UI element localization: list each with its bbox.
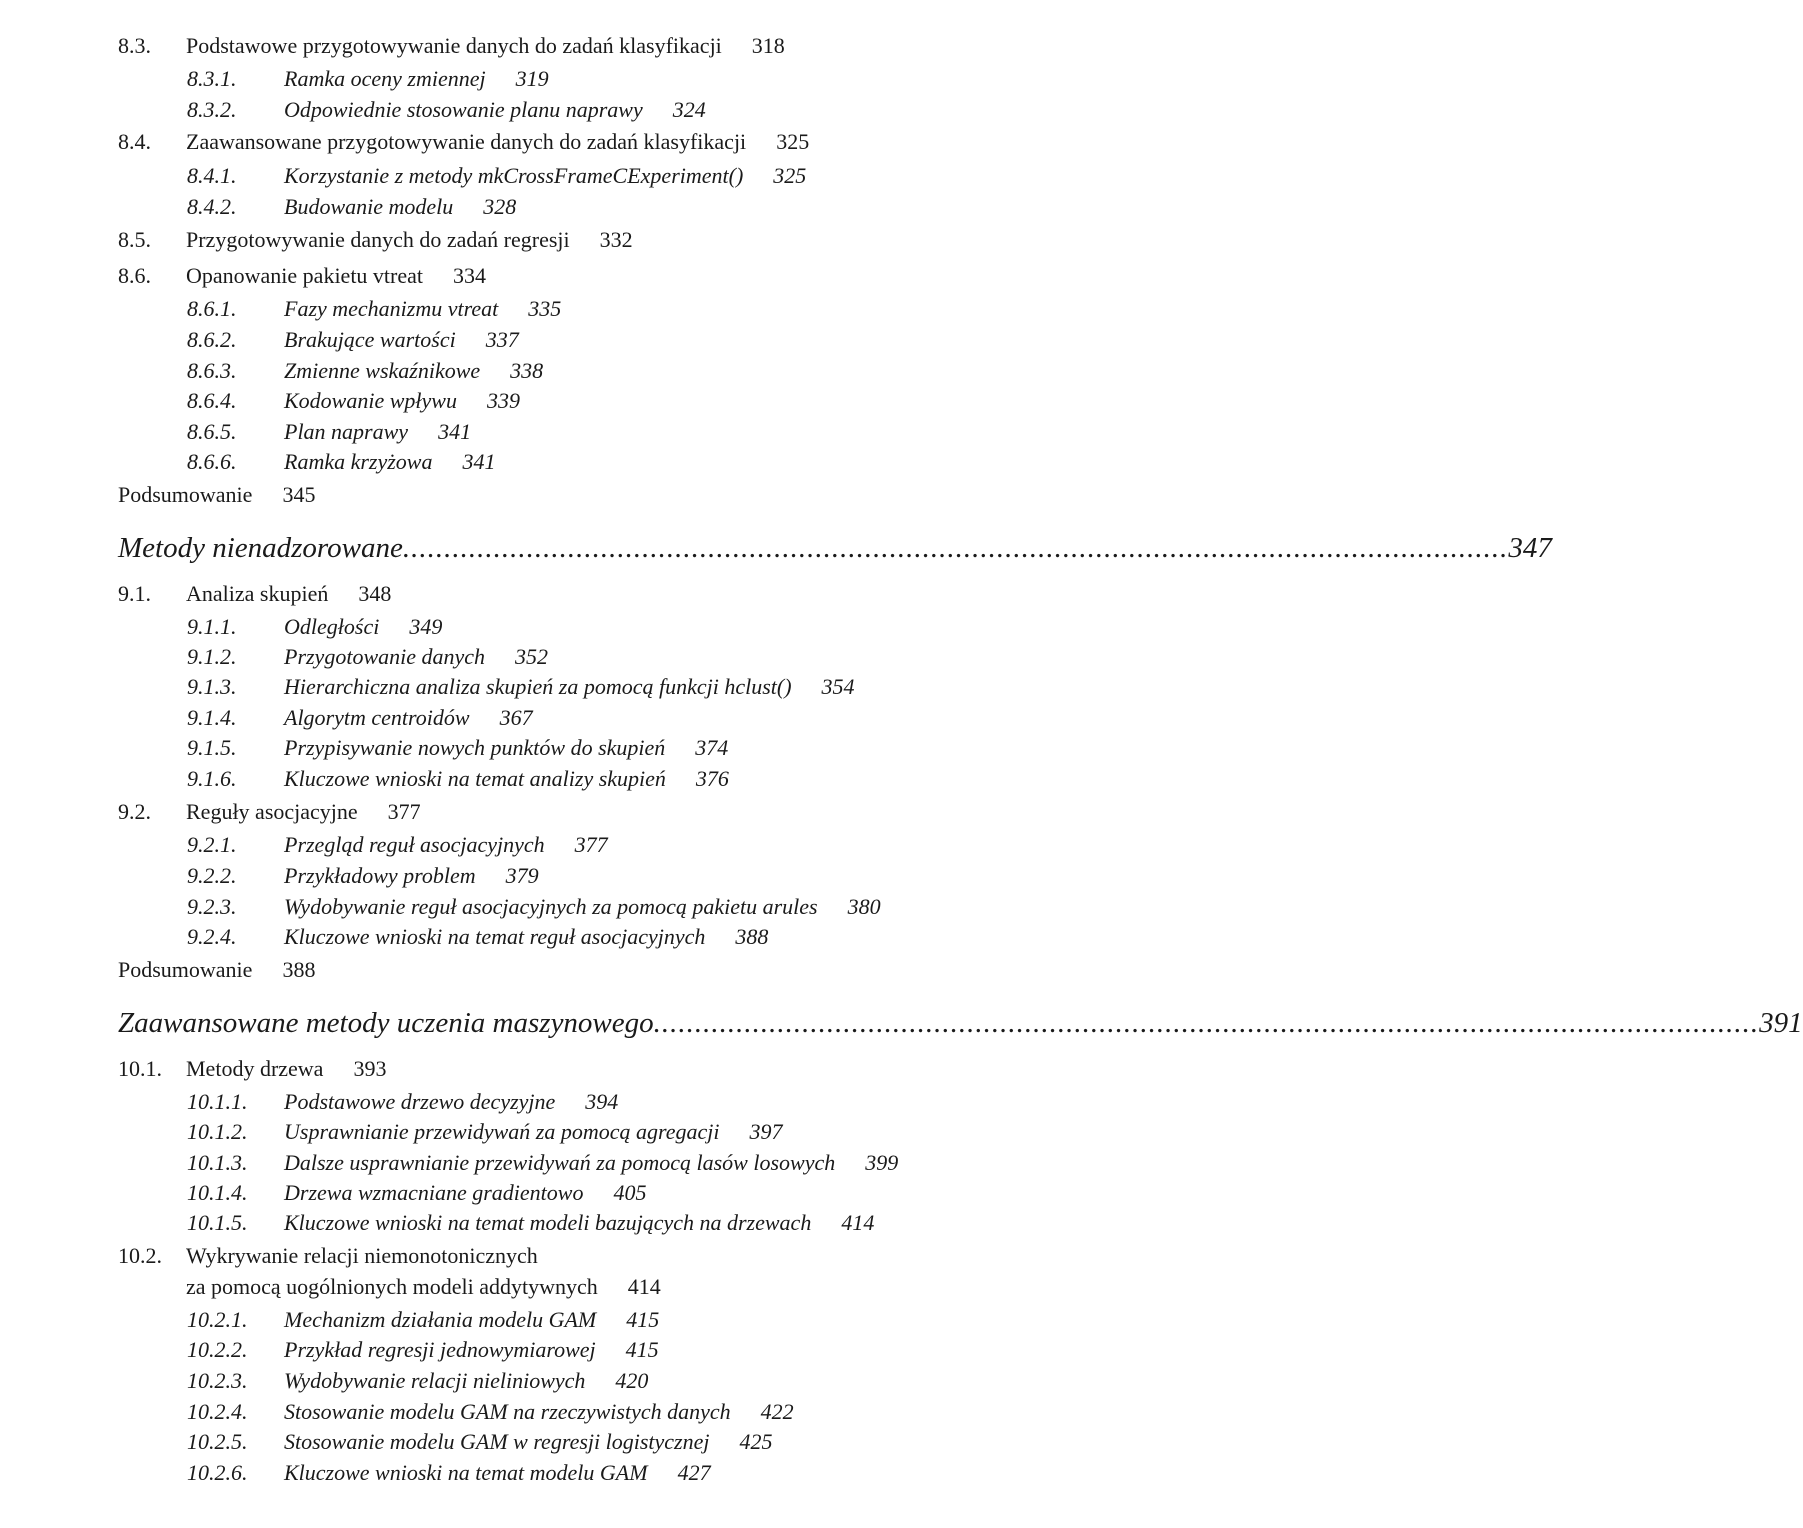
entry-number: 8.4. xyxy=(118,129,151,154)
entry-page-number: 379 xyxy=(505,863,539,888)
entry-number: 9.1.4. xyxy=(187,705,237,730)
entry-title-text: Kluczowe wnioski na temat modelu GAM xyxy=(284,1460,648,1485)
entry-number: 10.2.6. xyxy=(187,1460,248,1485)
entry-page-number: 399 xyxy=(865,1150,899,1175)
entry-title-text: Przypisywanie nowych punktów do skupień xyxy=(284,735,666,760)
entry-title xyxy=(186,1242,538,1270)
entry-number: 8.6.6. xyxy=(187,449,237,474)
entry-number: 9.1.3. xyxy=(187,674,237,699)
entry-title xyxy=(284,65,549,93)
entry-title-text: Odległości xyxy=(284,614,380,639)
entry-number: 8.6.3. xyxy=(187,358,237,383)
entry-title-text: Fazy mechanizmu vtreat xyxy=(284,296,499,321)
entry-title xyxy=(284,613,442,641)
entry-number: 8.4.2. xyxy=(187,194,237,219)
entry-page-number: 348 xyxy=(358,581,392,606)
entry-title-text: za pomocą uogólnionych modeli addytywnych xyxy=(186,1274,598,1299)
entry-number: 8.5. xyxy=(118,227,151,252)
entry-number: 8.6.2. xyxy=(187,327,237,352)
entry-title-text: Podsumowanie xyxy=(118,957,253,982)
entry-title-text: Plan naprawy xyxy=(284,419,409,444)
entry-number: 10.2. xyxy=(118,1243,162,1268)
entry-page-number: 334 xyxy=(453,263,487,288)
entry-title xyxy=(284,1428,773,1456)
entry-title-text: Algorytm centroidów xyxy=(284,705,470,730)
entry-number: 9.2.2. xyxy=(187,863,237,888)
entry-title xyxy=(118,1005,1803,1041)
entry-number: 10.2.1. xyxy=(187,1307,248,1332)
entry-number: 10.1.4. xyxy=(187,1180,248,1205)
entry-page-number: 335 xyxy=(528,296,562,321)
entry-title xyxy=(186,262,486,290)
entry-number: 8.4.1. xyxy=(187,163,237,188)
entry-page-number: 380 xyxy=(847,894,881,919)
entry-number: 8.6.1. xyxy=(187,296,237,321)
entry-page-number: 393 xyxy=(353,1056,387,1081)
entry-title xyxy=(284,1336,659,1364)
entry-page-number: 374 xyxy=(695,735,729,760)
entry-title xyxy=(186,32,785,60)
entry-title xyxy=(284,1118,783,1146)
entry-title xyxy=(284,448,495,476)
entry-number: 8.6.4. xyxy=(187,388,237,413)
entry-title xyxy=(284,387,520,415)
entry-title-text: Przegląd reguł asocjacyjnych xyxy=(284,832,545,857)
entry-number: 10.1.1. xyxy=(187,1089,248,1114)
entry-title xyxy=(284,1459,711,1487)
entry-page-number: 332 xyxy=(599,227,633,252)
entry-number: 10.1. xyxy=(118,1056,162,1081)
entry-number: 9.2.4. xyxy=(187,924,237,949)
entry-page-number: 367 xyxy=(499,705,533,730)
entry-title xyxy=(284,704,533,732)
entry-page-number: 394 xyxy=(585,1089,619,1114)
entry-title-text: Ramka krzyżowa xyxy=(284,449,433,474)
entry-page-number: 352 xyxy=(515,644,549,669)
entry-title-text: Podsumowanie xyxy=(118,482,253,507)
entry-number: 8.3. xyxy=(118,33,151,58)
entry-title xyxy=(284,1398,794,1426)
entry-title-text: Metody drzewa xyxy=(186,1056,324,1081)
entry-number: 9.2. xyxy=(118,799,151,824)
entry-page-number: 354 xyxy=(821,674,855,699)
entry-title xyxy=(118,481,315,509)
entry-number: 10.1.2. xyxy=(187,1119,248,1144)
entry-title-text: Przygotowanie danych xyxy=(284,644,486,669)
entry-title xyxy=(284,734,728,762)
entry-title-text: Mechanizm działania modelu GAM xyxy=(284,1307,597,1332)
chapter-page-number: 347 xyxy=(1508,532,1552,564)
entry-page-number: 377 xyxy=(387,799,421,824)
entry-title-text: Wydobywanie relacji nieliniowych xyxy=(284,1368,586,1393)
entry-page-number: 405 xyxy=(613,1180,647,1205)
entry-title xyxy=(284,162,806,190)
entry-title xyxy=(284,1179,646,1207)
entry-title-text: Wydobywanie reguł asocjacyjnych za pomocą pakietu arules xyxy=(284,894,818,919)
entry-number: 9.2.3. xyxy=(187,894,237,919)
entry-title-text: Budowanie modelu xyxy=(284,194,454,219)
entry-number: 10.1.3. xyxy=(187,1150,248,1175)
entry-title-text: Stosowanie modelu GAM na rzeczywistych danych xyxy=(284,1399,731,1424)
entry-title-text: Podstawowe przygotowywanie danych do zadań klasyfikacji xyxy=(186,33,722,58)
entry-number: 10.1.5. xyxy=(187,1210,248,1235)
chapter-title: Zaawansowane metody uczenia maszynowego xyxy=(118,1007,654,1039)
entry-page-number: 338 xyxy=(510,358,544,383)
entry-title-text: Kluczowe wnioski na temat analizy skupień xyxy=(284,766,666,791)
entry-title-text: Brakujące wartości xyxy=(284,327,456,352)
entry-title-text: Przygotowywanie danych do zadań regresji xyxy=(186,227,570,252)
entry-number: 9.1.6. xyxy=(187,766,237,791)
entry-title xyxy=(284,326,519,354)
entry-number: 8.6. xyxy=(118,263,151,288)
entry-title xyxy=(186,1273,661,1301)
entry-title xyxy=(284,893,881,921)
entry-title xyxy=(118,956,315,984)
entry-number: 8.3.1. xyxy=(187,66,237,91)
entry-title-text: Podstawowe drzewo decyzyjne xyxy=(284,1089,556,1114)
entry-page-number: 420 xyxy=(615,1368,649,1393)
entry-page-number: 324 xyxy=(672,97,706,122)
entry-title xyxy=(284,1306,659,1334)
entry-title-text: Opanowanie pakietu vtreat xyxy=(186,263,424,288)
entry-title xyxy=(118,530,1552,566)
entry-title-text: Odpowiednie stosowanie planu naprawy xyxy=(284,97,643,122)
entry-title-text: Dalsze usprawnianie przewidywań za pomocą lasów losowych xyxy=(284,1150,836,1175)
entry-page-number: 318 xyxy=(751,33,785,58)
entry-title xyxy=(186,128,809,156)
entry-number: 9.1. xyxy=(118,581,151,606)
entry-title-text: Przykładowy problem xyxy=(284,863,476,888)
entry-number: 9.1.5. xyxy=(187,735,237,760)
entry-page-number: 325 xyxy=(776,129,810,154)
entry-title-text: Ramka oceny zmiennej xyxy=(284,66,486,91)
entry-title xyxy=(284,357,543,385)
entry-number: 9.2.1. xyxy=(187,832,237,857)
chapter-page-number: 391 xyxy=(1759,1007,1803,1039)
entry-page-number: 388 xyxy=(282,957,316,982)
entry-title xyxy=(284,643,548,671)
entry-number: 8.6.5. xyxy=(187,419,237,444)
entry-page-number: 349 xyxy=(409,614,443,639)
entry-page-number: 337 xyxy=(485,327,519,352)
entry-page-number: 319 xyxy=(515,66,549,91)
entry-page-number: 414 xyxy=(627,1274,661,1299)
entry-title xyxy=(284,193,516,221)
entry-title-text: Drzewa wzmacniane gradientowo xyxy=(284,1180,584,1205)
entry-title-text: Usprawnianie przewidywań za pomocą agregacji xyxy=(284,1119,720,1144)
entry-page-number: 339 xyxy=(486,388,520,413)
entry-number: 10.2.3. xyxy=(187,1368,248,1393)
entry-page-number: 388 xyxy=(735,924,769,949)
chapter-title: Metody nienadzorowane xyxy=(118,532,403,564)
entry-title xyxy=(284,295,561,323)
entry-title xyxy=(284,1209,874,1237)
entry-title-text: Reguły asocjacyjne xyxy=(186,799,358,824)
entry-title xyxy=(284,831,608,859)
entry-number: 10.2.5. xyxy=(187,1429,248,1454)
entry-page-number: 425 xyxy=(739,1429,773,1454)
entry-title xyxy=(284,923,768,951)
entry-title xyxy=(186,798,421,826)
entry-title-text: Hierarchiczna analiza skupień za pomocą funkcji hclust() xyxy=(284,674,792,699)
entry-title-text: Zaawansowane przygotowywanie danych do zadań klasyfikacji xyxy=(186,129,747,154)
entry-page-number: 414 xyxy=(841,1210,875,1235)
entry-title-text: Korzystanie z metody mkCrossFrameCExperiment() xyxy=(284,163,744,188)
entry-number: 10.2.2. xyxy=(187,1337,248,1362)
entry-title xyxy=(186,580,391,608)
entry-title-text: Analiza skupień xyxy=(186,581,329,606)
entry-page-number: 415 xyxy=(625,1337,659,1362)
entry-number: 8.3.2. xyxy=(187,97,237,122)
entry-title xyxy=(284,673,855,701)
entry-number: 9.1.2. xyxy=(187,644,237,669)
entry-title xyxy=(284,96,706,124)
entry-number: 9.1.1. xyxy=(187,614,237,639)
entry-page-number: 422 xyxy=(760,1399,794,1424)
entry-page-number: 376 xyxy=(695,766,729,791)
entry-title-text: Kodowanie wpływu xyxy=(284,388,457,413)
entry-page-number: 397 xyxy=(749,1119,783,1144)
entry-title xyxy=(284,862,539,890)
entry-page-number: 377 xyxy=(574,832,608,857)
entry-page-number: 325 xyxy=(773,163,807,188)
entry-page-number: 341 xyxy=(462,449,496,474)
dot-leader: ...................................................................................................................................... xyxy=(653,1007,1760,1039)
entry-title xyxy=(284,1367,648,1395)
entry-title-text: Stosowanie modelu GAM w regresji logistycznej xyxy=(284,1429,710,1454)
entry-number: 10.2.4. xyxy=(187,1399,248,1424)
entry-title xyxy=(284,418,471,446)
entry-title-text: Wykrywanie relacji niemonotonicznych xyxy=(186,1243,538,1268)
entry-page-number: 328 xyxy=(483,194,517,219)
entry-page-number: 341 xyxy=(438,419,472,444)
entry-title-text: Zmienne wskaźnikowe xyxy=(284,358,481,383)
entry-title xyxy=(186,226,633,254)
entry-title-text: Kluczowe wnioski na temat modeli bazujących na drzewach xyxy=(284,1210,812,1235)
entry-title xyxy=(284,765,729,793)
entry-page-number: 427 xyxy=(677,1460,711,1485)
entry-title-text: Kluczowe wnioski na temat reguł asocjacyjnych xyxy=(284,924,706,949)
entry-page-number: 345 xyxy=(282,482,316,507)
entry-title xyxy=(186,1055,386,1083)
dot-leader: ...................................................................................................................................... xyxy=(402,532,1509,564)
entry-page-number: 415 xyxy=(626,1307,660,1332)
entry-title-text: Przykład regresji jednowymiarowej xyxy=(284,1337,596,1362)
entry-title xyxy=(284,1149,898,1177)
entry-title xyxy=(284,1088,618,1116)
